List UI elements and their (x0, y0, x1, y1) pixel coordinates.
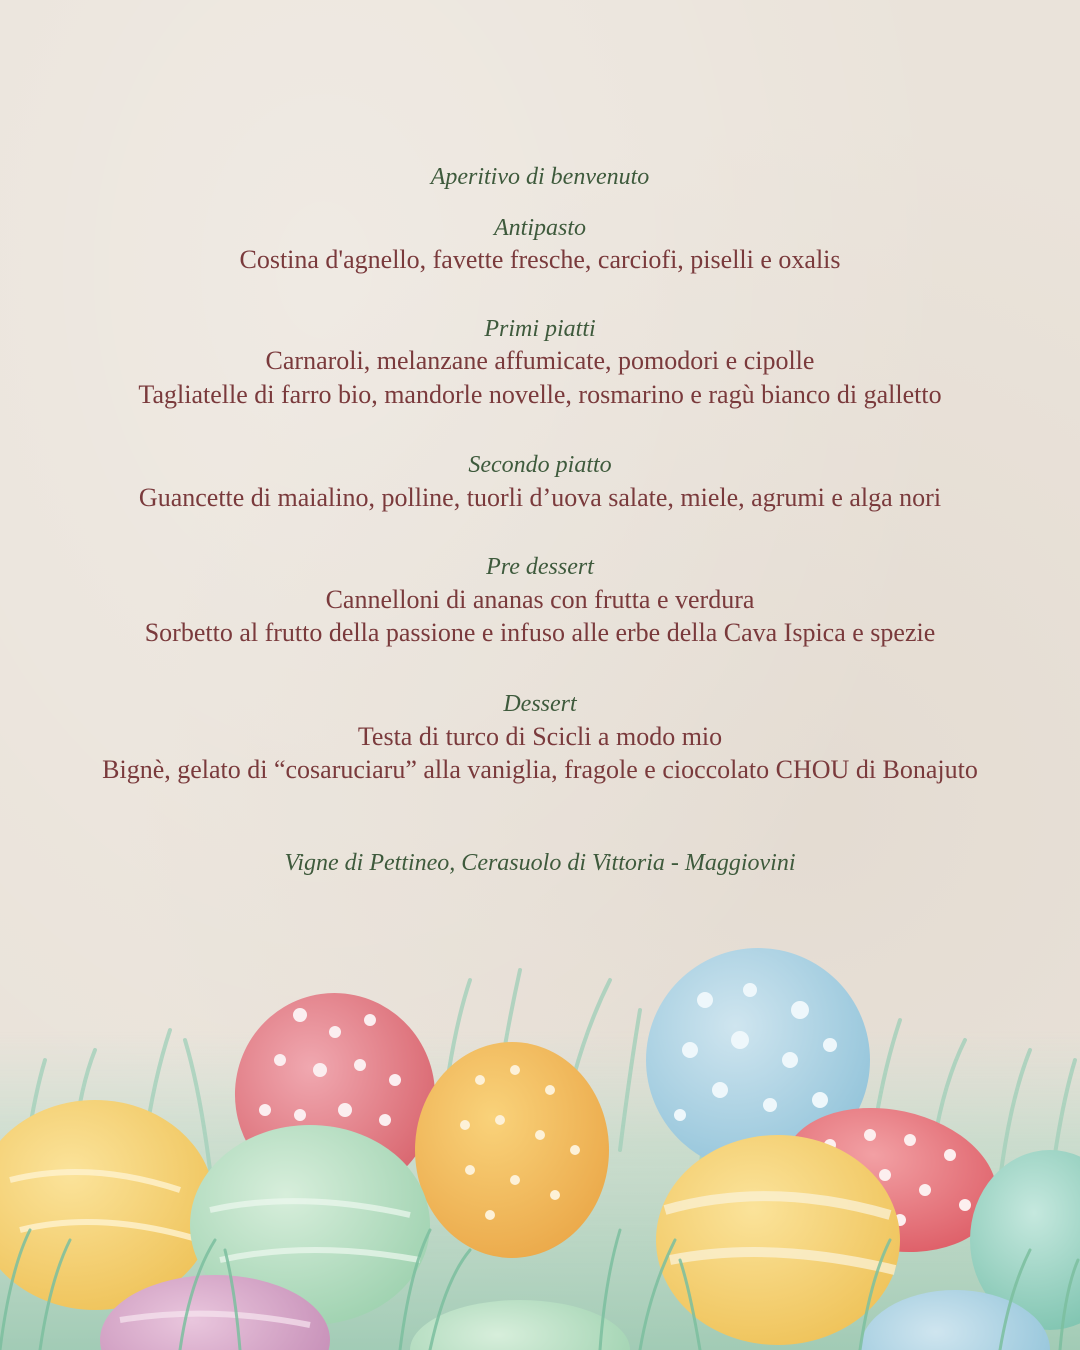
welcome-heading: Aperitivo di benvenuto (430, 164, 650, 190)
secondo-dish-1: Guancette di maialino, polline, tuorli d’uova salate, miele, agrumi e alga nori (138, 483, 942, 512)
dessert-dish-1: Testa di turco di Scicli a modo mio (357, 722, 723, 751)
secondo-heading: Secondo piatto (468, 452, 612, 478)
predessert-dish-1: Cannelloni di ananas con frutta e verdura (325, 585, 755, 614)
easter-eggs-illustration (0, 940, 1080, 1350)
primi-dish-2: Tagliatelle di farro bio, mandorle novelle, rosmarino e ragù bianco di galletto (138, 380, 942, 409)
primi-heading: Primi piatti (484, 316, 596, 342)
predessert-heading: Pre dessert (486, 554, 594, 580)
orange-dotted-egg (415, 1042, 609, 1258)
predessert-dish-2: Sorbetto al frutto della passione e infuso alle erbe della Cava Ispica e spezie (144, 618, 936, 647)
primi-dish-1: Carnaroli, melanzane affumicate, pomodori e cipolle (265, 346, 815, 375)
antipasto-heading: Antipasto (493, 215, 586, 241)
dessert-dish-2: Bignè, gelato di “cosaruciaru” alla vaniglia, fragole e cioccolato CHOU di Bonajuto (102, 755, 978, 784)
dessert-heading: Dessert (503, 691, 577, 717)
wine-pairing: Vigne di Pettineo, Cerasuolo di Vittoria - Maggiovini (284, 850, 796, 876)
antipasto-dish-1: Costina d'agnello, favette fresche, carciofi, piselli e oxalis (239, 245, 841, 274)
